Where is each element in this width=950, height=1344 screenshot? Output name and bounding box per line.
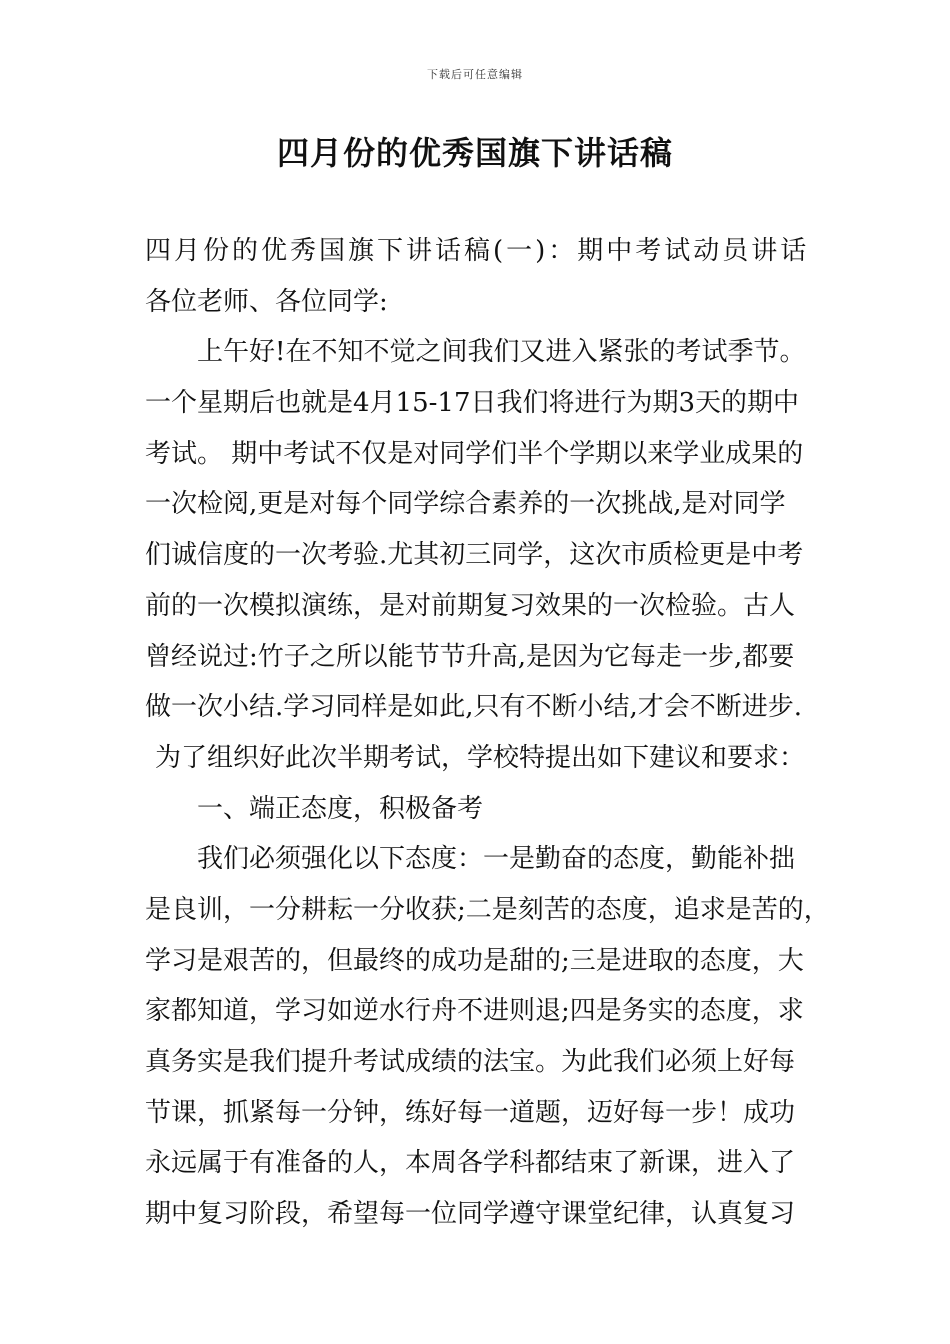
paragraph-line: 真务实是我们提升考试成绩的法宝。为此我们必须上好每 <box>145 1047 796 1077</box>
paragraph-line: 做一次小结.学习同样是如此,只有不断小结,才会不断进步. <box>145 692 803 723</box>
paragraph-line: 为了组织好此次半期考试，学校特提出如下建议和要求： <box>155 742 806 773</box>
paragraph-line: 永远属于有准备的人，本周各学科都结束了新课，进入了 <box>145 1148 796 1179</box>
document-title: 四月份的优秀国旗下讲话稿 <box>276 134 673 172</box>
paragraph-line: 是良训，一分耕耘一分收获;二是刻苦的态度，追求是苦的， <box>145 894 830 925</box>
paragraph-line: 曾经说过:竹子之所以能节节升高,是因为它每走一步,都要 <box>145 641 795 672</box>
paragraph-line: 考试。 期中考试不仅是对同学们半个学期以来学业成果的 <box>145 438 804 469</box>
subtitle-line: 四月份的优秀国旗下讲话稿(一)：期中考试动员讲话 <box>145 236 810 266</box>
section-heading: 一、端正态度，积极备考 <box>197 793 484 824</box>
paragraph-line: 期中复习阶段，希望每一位同学遵守课堂纪律，认真复习 <box>145 1199 796 1230</box>
document-body <box>145 226 830 1240</box>
paragraph-line: 上午好!在不知不觉之间我们又进入紧张的考试季节。 <box>197 337 806 368</box>
paragraph-line: 家都知道，学习如逆水行舟不进则退;四是务实的态度，求 <box>145 996 804 1027</box>
paragraph-line: 学习是艰苦的，但最终的成功是甜的;三是进取的态度，大 <box>145 945 804 976</box>
paragraph-line: 一次检阅,更是对每个同学综合素养的一次挑战,是对同学 <box>145 489 786 520</box>
paragraph-line: 节课，抓紧每一分钟，练好每一道题，迈好每一步！成功 <box>145 1097 796 1128</box>
paragraph-line: 我们必须强化以下态度：一是勤奋的态度，勤能补拙 <box>197 844 796 875</box>
header-note: 下载后可任意编辑 <box>427 68 523 81</box>
salutation-line: 各位老师、各位同学: <box>145 286 388 317</box>
paragraph-line: 们诚信度的一次考验.尤其初三同学，这次市质检更是中考 <box>145 540 804 571</box>
paragraph-line: 一个星期后也就是4月15-17日我们将进行为期3天的期中 <box>145 388 800 419</box>
paragraph-line: 前的一次模拟演练，是对前期复习效果的一次检验。古人 <box>145 590 796 621</box>
